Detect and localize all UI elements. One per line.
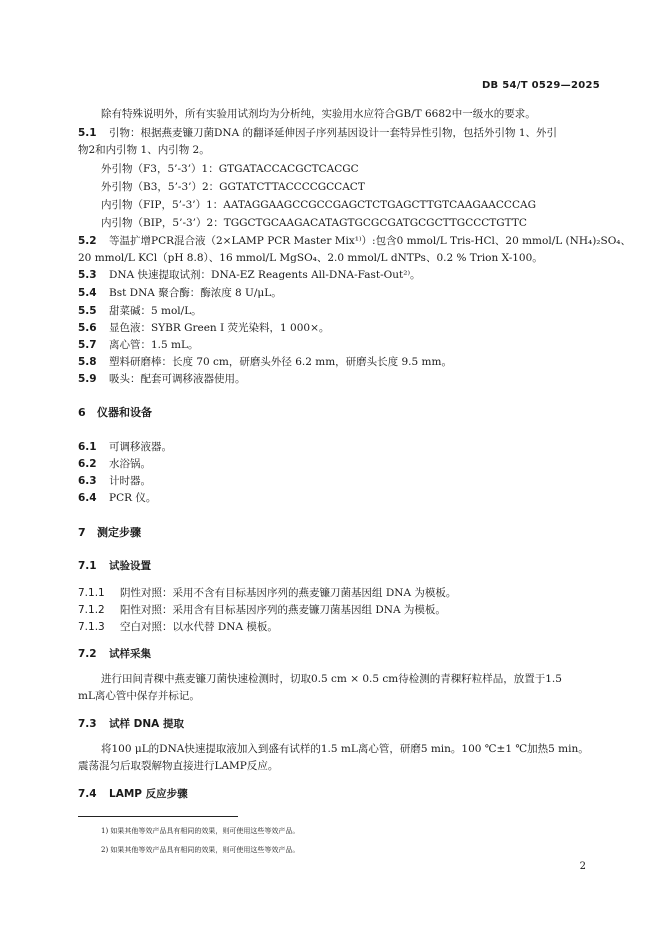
clause-text: 水浴锅。 — [109, 458, 151, 470]
intro-paragraph: 除有特殊说明外，所有实验用试剂均为分析纯，实验用水应符合GB/T 6682中一级水的要求。 — [101, 108, 536, 120]
subsection-number: 7.2 — [78, 648, 97, 660]
clause-number: 6.4 — [78, 492, 97, 504]
footnote: 1) 如果其他等效产品具有相同的效果，则可使用这些等效产品。 — [101, 827, 300, 835]
section-number: 7 — [78, 526, 86, 539]
clause-text: 塑料研磨棒：长度 70 cm，研磨头外径 6.2 mm，研磨头长度 9.5 mm。 — [109, 356, 452, 368]
section-title: 测定步骤 — [97, 526, 141, 539]
subsection-7-3-heading — [78, 716, 184, 731]
clause-number: 5.1 — [78, 127, 97, 139]
clause-number: 5.2 — [78, 235, 97, 247]
clause-text: 离心管：1.5 mL。 — [109, 339, 199, 351]
clause-number: 7.1.3 — [78, 621, 105, 633]
clause-6-4 — [78, 491, 156, 505]
clause-number: 5.7 — [78, 339, 97, 351]
subsection-title: 试样采集 — [109, 648, 151, 660]
clause-6-2 — [78, 457, 151, 471]
clause-number: 7.1.1 — [78, 587, 105, 599]
clause-number: 5.4 — [78, 287, 97, 299]
clause-number: 5.8 — [78, 356, 97, 368]
clause-6-3 — [78, 474, 151, 488]
clause-5-2-continuation: 20 mmol/L KCl（pH 8.8）、16 mmol/L MgSO₄、2.0 mmol/L dNTPs、0.2 % Trion X-100。 — [78, 252, 543, 264]
subsection-number: 7.4 — [78, 788, 97, 800]
subsection-7-2-heading — [78, 646, 151, 661]
subsection-7-4-heading — [78, 786, 188, 801]
footnote-separator — [78, 816, 238, 817]
clause-text: 等温扩增PCR混合液（2×LAMP PCR Master Mix¹⁾）:包含0 mmol/L Tris-HCl、20 mmol/L (NH₄)₂SO₄、 — [109, 235, 632, 247]
clause-text: DNA 快速提取试剂：DNA-EZ Reagents All-DNA-Fast-Out²⁾。 — [109, 269, 421, 281]
clause-5-9 — [78, 372, 246, 386]
primer-line: 外引物（B3，5’-3’）2：GGTATCTTACCCCGCCACT — [101, 181, 365, 193]
clause-number: 7.1.2 — [78, 604, 105, 616]
clause-5-8 — [78, 355, 452, 369]
section-7-heading — [78, 524, 141, 540]
clause-5-5 — [78, 304, 202, 318]
clause-number: 5.6 — [78, 322, 97, 334]
page-number: 2 — [579, 861, 586, 872]
clause-text: 计时器。 — [109, 475, 151, 487]
clause-text: 吸头：配套可调移液器使用。 — [109, 373, 246, 385]
clause-5-1-continuation: 物2和内引物 1、内引物 2。 — [78, 144, 210, 156]
clause-text: 空白对照：以水代替 DNA 模板。 — [120, 621, 278, 633]
subsection-number: 7.1 — [78, 560, 97, 572]
clause-5-1 — [78, 126, 557, 140]
subsection-number: 7.3 — [78, 718, 97, 730]
clause-5-6 — [78, 321, 329, 335]
clause-text: PCR 仪。 — [109, 492, 157, 504]
section-number: 6 — [78, 406, 86, 419]
clause-5-4 — [78, 286, 282, 300]
clause-text: 可调移液器。 — [109, 441, 172, 453]
subsection-7-1-heading — [78, 558, 151, 573]
clause-number: 5.5 — [78, 305, 97, 317]
paragraph-7-3-line-1: 将100 μL的DNA快速提取液加入到盛有试样的1.5 mL离心管，研磨5 min。100 ℃±1 ℃加热5 min。 — [101, 743, 589, 755]
clause-text: 引物：根据燕麦镰刀菌DNA 的翻译延伸因子序列基因设计一套特异性引物，包括外引物 1、外引 — [109, 127, 558, 139]
clause-text: Bst DNA 聚合酶：酶浓度 8 U/μL。 — [109, 287, 282, 299]
section-title: 仪器和设备 — [97, 406, 152, 419]
footnote: 2) 如果其他等效产品具有相同的效果，则可使用这些等效产品。 — [101, 846, 300, 854]
clause-text: 阴性对照：采用不含有目标基因序列的燕麦镰刀菌基因组 DNA 为模板。 — [120, 587, 457, 599]
clause-number: 6.3 — [78, 475, 97, 487]
clause-number: 5.9 — [78, 373, 97, 385]
subsection-title: LAMP 反应步骤 — [109, 788, 188, 800]
subsection-title: 试样 DNA 提取 — [109, 718, 184, 730]
subsection-title: 试验设置 — [109, 560, 151, 572]
clause-text: 显色液：SYBR Green I 荧光染料，1 000×。 — [109, 322, 330, 334]
clause-5-7 — [78, 338, 198, 352]
clause-7-1-2 — [78, 603, 446, 617]
paragraph-7-2-line-1: 进行田间青稞中燕麦镰刀菌快速检测时，切取0.5 cm × 0.5 cm待检测的青稞籽粒样品，放置于1.5 — [101, 673, 562, 685]
primer-line: 内引物（BIP，5’-3’）2：TGGCTGCAAGACATAGTGCGCGATGCGCTTGCCCTGTTC — [101, 217, 527, 229]
clause-number: 6.1 — [78, 441, 97, 453]
paragraph-7-2-line-2: mL离心管中保存并标记。 — [78, 690, 200, 702]
clause-number: 6.2 — [78, 458, 97, 470]
clause-7-1-1 — [78, 586, 456, 600]
document-code: DB 54/T 0529—2025 — [481, 80, 600, 91]
clause-6-1 — [78, 440, 172, 454]
clause-number: 5.3 — [78, 269, 97, 281]
clause-5-2 — [78, 234, 631, 248]
clause-text: 甜菜碱：5 mol/L。 — [109, 305, 202, 317]
section-6-heading — [78, 404, 152, 420]
clause-text: 阳性对照：采用含有目标基因序列的燕麦镰刀菌基因组 DNA 为模板。 — [120, 604, 446, 616]
paragraph-7-3-line-2: 震荡混匀后取裂解物直接进行LAMP反应。 — [78, 760, 279, 772]
clause-5-3 — [78, 268, 421, 282]
clause-7-1-3 — [78, 620, 278, 634]
primer-line: 内引物（FIP，5’-3’）1：AATAGGAAGCCGCCGAGCTCTGAGCTTGTCAAGAACCCAG — [101, 199, 536, 211]
primer-line: 外引物（F3，5’-3’）1：GTGATACCACGCTCACGC — [101, 163, 359, 175]
